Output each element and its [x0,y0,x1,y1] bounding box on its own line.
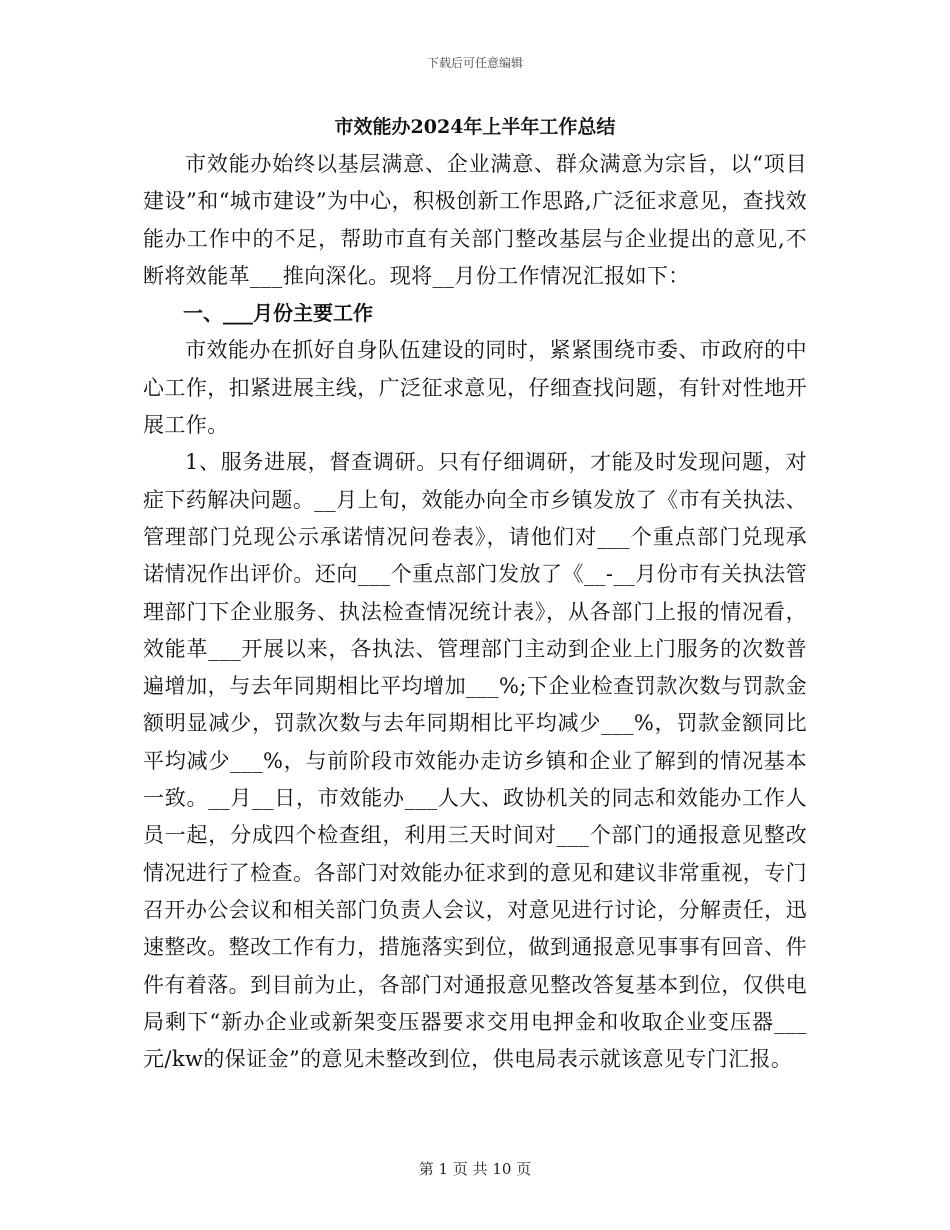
header-note: 下载后可任意编辑 [426,56,523,70]
document-title: 市效能办2024年上半年工作总结 [334,116,616,138]
intro-paragraph: 市效能办始终以基层满意、企业满意、群众满意为宗旨，以“项目建设”和“城市建设”为中心，积极创新工作思路,广泛征求意见，查找效能办工作中的不足，帮助市直有关部门整改基层与企业提出的意见,不断将效能革___推向深化。现将__月份工作情况汇报如下： [143,152,807,288]
section-heading: 一、___月份主要工作 [183,301,373,326]
page-number: 第 1 页 共 10 页 [418,1160,532,1178]
document-body [143,108,807,1078]
body-paragraph: 市效能办在抓好自身队伍建设的同时，紧紧围绕市委、市政府的中心工作，扣紧进展主线，广泛征求意见，仔细查找问题，有针对性地开展工作。 [143,338,807,438]
body-paragraph: 1、服务进展，督查调研。只有仔细调研，才能及时发现问题，对症下药解决问题。__月上旬，效能办向全市乡镇发放了《市有关执法、管理部门兑现公示承诺情况问卷表》，请他们对___个重点部门兑现承诺情况作出评价。还向___个重点部门发放了《__-__月份市有关执法管理部门下企业服务、执法检查情况统计表》，从各部门上报的情况看，效能革___开展以来，各执法、管理部门主动到企业上门服务的次数普遍增加，与去年同期相比平均增加___%;下企业检查罚款次数与罚款金额明显减少，罚款次数与去年同期相比平均减少___%，罚款金额同比平均减少___%，与前阶段市效能办走访乡镇和企业了解到的情况基本一致。__月__日，市效能办___人大、政协机关的同志和效能办工作人员一起，分成四个检查组，利用三天时间对___个部门的通报意见整改情况进行了检查。各部门对效能办征求到的意见和建议非常重视，专门召开办公会议和相关部门负责人会议，对意见进行讨论，分解责任，迅速整改。整改工作有力，措施落实到位，做到通报意见事事有回音、件件有着落。到目前为止，各部门对通报意见整改答复基本到位，仅供电局剩下“新办企业或新架变压器要求交用电押金和收取企业变压器___元/kw的保证金”的意见未整改到位，供电局表示就该意见专门汇报。 [143,450,807,1072]
